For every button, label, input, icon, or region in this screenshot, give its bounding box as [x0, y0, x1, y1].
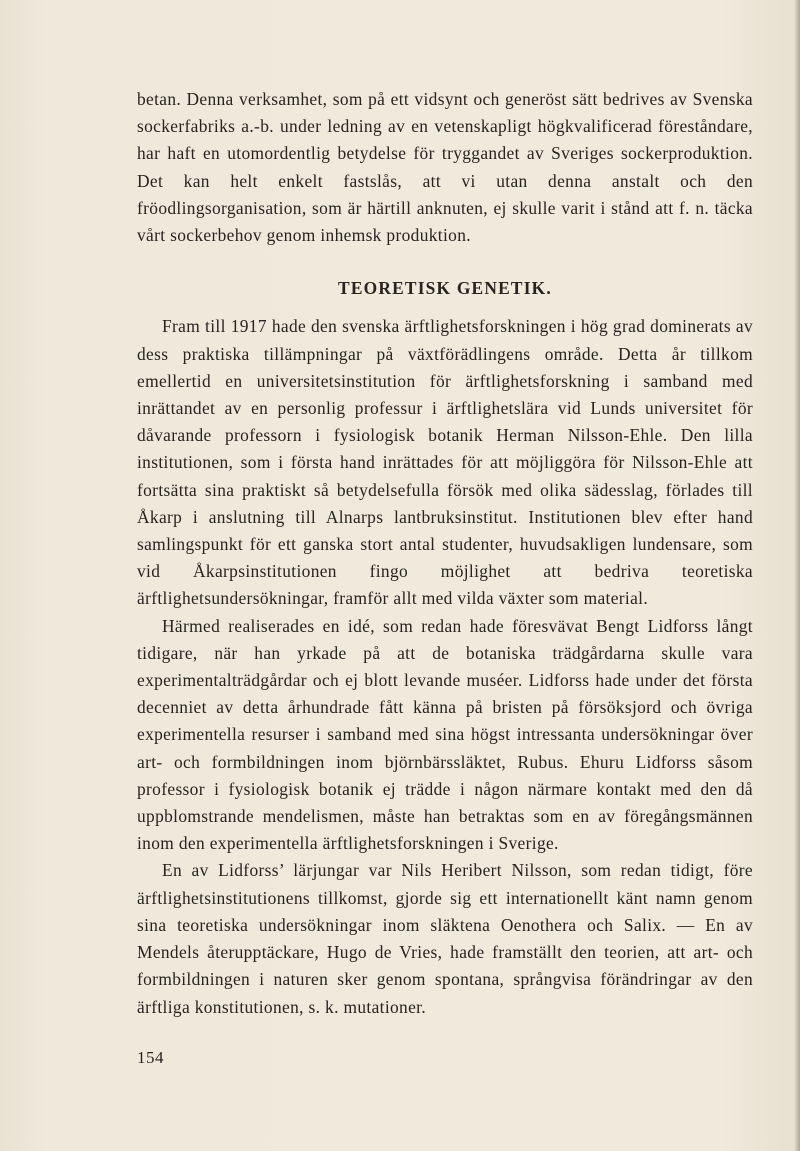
body-paragraph-2: Härmed realiserades en idé, som redan hade föresvävat Bengt Lidforss långt tidigare, när han yrkade på att de botaniska trädgårdarna skulle vara experimentalträdgårdar och ej blott levande muséer. Lidforss hade under det första decenniet av detta århundrade fått känna på bristen på försöksjord och övriga experimentella resurser i samband med sina högst intressanta undersökningar över art- och formbildningen inom björnbärssläktet, Rubus. Ehuru Lidforss såsom professor i fysiologisk botanik ej trädde i någon närmare kontakt med den då uppblomstrande mendelismen, måste han betraktas som en av föregångsmännen inom den experimentella ärftlighetsforskningen i Sverige. — [137, 615, 753, 854]
body-paragraph-3: En av Lidforss’ lärjungar var Nils Heribert Nilsson, som redan tidigt, före ärftlighetsinstitutionens tillkomst, gjorde sig ett internationellt känt namn genom sina teoretiska undersökningar inom släktena Oenothera och Salix. — En av Mendels återupptäckare, Hugo de Vries, hade framställt den teorien, att art- och formbildningen i naturen sker genom spontana, språngvisa förändringar av den ärftliga konstitutionen, s. k. mutationer. — [137, 860, 753, 1017]
text-column — [137, 86, 753, 1021]
page-edge-shadow — [794, 0, 800, 1151]
intro-paragraph: betan. Denna verksamhet, som på ett vidsynt och generöst sätt bedrives av Svenska sockerfabriks a.-b. under ledning av en vetenskapligt högkvalificerad föreståndare, har haft en utomordentlig betydelse för tryggandet av Sveriges sockerproduktion. Det kan helt enkelt fastslås, att vi utan denna anstalt och den fröodlingsorganisation, som är härtill anknuten, ej skulle varit i stånd att f. n. täcka vårt sockerbehov genom inhemsk produktion. — [137, 89, 753, 246]
page-number: 154 — [137, 1048, 164, 1067]
body-paragraph-1: Fram till 1917 hade den svenska ärftlighetsforskningen i hög grad dominerats av dess praktiska tillämpningar på växtförädlingens område. Detta år tillkom emellertid en universitetsinstitution för ärftlighetsforskning i samband med inrättandet av en personlig professur i ärftlighetslära vid Lunds universitet för dåvarande professorn i fysiologisk botanik Herman Nilsson-Ehle. Den lilla institutionen, som i första hand inrättades för att möjliggöra för Nilsson-Ehle att fortsätta sina praktiskt så betydelsefulla försök med olika sädesslag, förlades till Åkarp i anslutning till Alnarps lantbruksinstitut. Institutionen blev efter hand samlingspunkt för ett ganska stort antal studenter, huvudsakligen lundensare, som vid Åkarpsinstitutionen fingo möjlighet att bedriva teoretiska ärftlighetsundersökningar, framför allt med vilda växter som material. — [137, 316, 753, 609]
section-heading: TEORETISK GENETIK. — [338, 278, 552, 299]
